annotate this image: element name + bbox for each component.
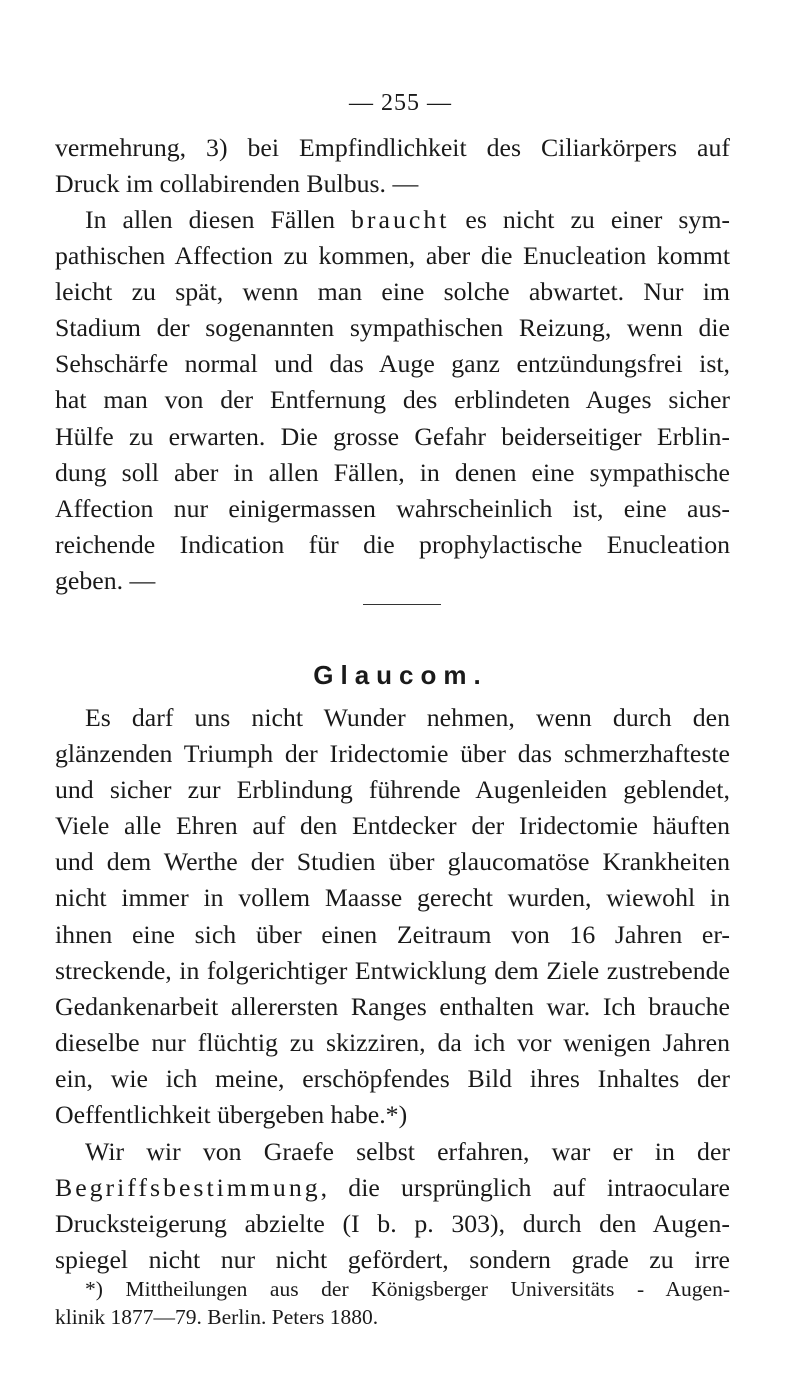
- text-line: und sicher zur Erblindung führende Augenleiden geblendet,: [55, 775, 730, 805]
- text-line: nicht immer in vollem Maasse gerecht wurden, wiewohl in: [55, 883, 730, 913]
- section-heading: Glaucom.: [313, 660, 488, 690]
- text-line: ein, wie ich meine, erschöpfendes Bild ihres Inhaltes der: [55, 1063, 730, 1093]
- text-line: Stadium der sogenannten sympathischen Reizung, wenn die: [55, 313, 730, 343]
- text-line: Hülfe zu erwarten. Die grosse Gefahr beiderseitiger Erblin-: [55, 421, 730, 451]
- text-line: Viele alle Ehren auf den Entdecker der Iridectomie häuften: [55, 811, 730, 841]
- emphasized-word: Begriffsbestimmung: [55, 1173, 321, 1203]
- text-line: reichende Indication für die prophylactische Enucleation: [55, 529, 730, 559]
- text-run: In allen diesen Fällen: [85, 205, 352, 234]
- section-divider: [363, 604, 441, 605]
- text-line: dung soll aber in allen Fällen, in denen eine sympathische: [55, 457, 730, 487]
- text-line: ihnen eine sich über einen Zeitraum von 16 Jahren er-: [55, 919, 730, 949]
- text-run: es nicht zu einer sym-: [449, 205, 730, 234]
- text-line: streckende, in folgerichtiger Entwicklung dem Ziele zustrebende: [55, 955, 730, 985]
- text-line: [55, 1170, 730, 1206]
- text-line: vermehrung, 3) bei Empfindlichkeit des Ciliarkörpers auf: [55, 133, 730, 162]
- text-line: geben. —: [55, 565, 156, 595]
- text-line: glänzenden Triumph der Iridectomie über das schmerzhafteste: [55, 739, 730, 769]
- paragraph-graefe: [55, 1134, 730, 1278]
- footnote-line: klinik 1877—79. Berlin. Peters 1880.: [55, 1305, 379, 1329]
- text-line: pathischen Affection zu kommen, aber die Enucleation kommt: [55, 241, 730, 271]
- paragraph-enucleation: [55, 202, 730, 599]
- text-line: Affection nur einigermassen wahrscheinlich ist, eine aus-: [55, 493, 730, 523]
- emphasized-word: braucht: [351, 205, 450, 234]
- text-run: , die ursprünglich auf intraoculare: [320, 1173, 730, 1203]
- text-line: Drucksteigerung abzielte (I b. p. 303), durch den Augen-: [55, 1209, 730, 1239]
- page-number: — 255 —: [349, 90, 452, 116]
- text-line: und dem Werthe der Studien über glaucomatöse Krankheiten: [55, 847, 730, 877]
- text-line: Es darf uns nicht Wunder nehmen, wenn durch den: [85, 703, 730, 732]
- text-line: dieselbe nur flüchtig zu skizziren, da ich vor wenigen Jahren: [55, 1027, 730, 1057]
- text-line: [55, 202, 730, 238]
- paragraph-continuation: [55, 130, 730, 202]
- footnote-line: *) Mittheilungen aus der Königsberger Universitäts - Augen-: [85, 1277, 730, 1301]
- text-line: Wir wir von Graefe selbst erfahren, war er in der: [85, 1137, 730, 1166]
- text-line: Sehschärfe normal und das Auge ganz entzündungsfrei ist,: [55, 349, 730, 379]
- text-line: Oeffentlichkeit übergeben habe.*): [55, 1100, 408, 1130]
- text-line: leicht zu spät, wenn man eine solche abwartet. Nur im: [55, 277, 730, 307]
- footnote: [55, 1275, 730, 1331]
- text-line: spiegel nicht nur nicht gefördert, sondern grade zu irre: [55, 1245, 730, 1275]
- paragraph-glaucom-intro: [55, 700, 730, 1133]
- text-line: Druck im collabirenden Bulbus. —: [55, 169, 419, 199]
- text-line: hat man von der Entfernung des erblindeten Auges sicher: [55, 385, 730, 415]
- text-line: Gedankenarbeit allerersten Ranges enthalten war. Ich brauche: [55, 991, 730, 1021]
